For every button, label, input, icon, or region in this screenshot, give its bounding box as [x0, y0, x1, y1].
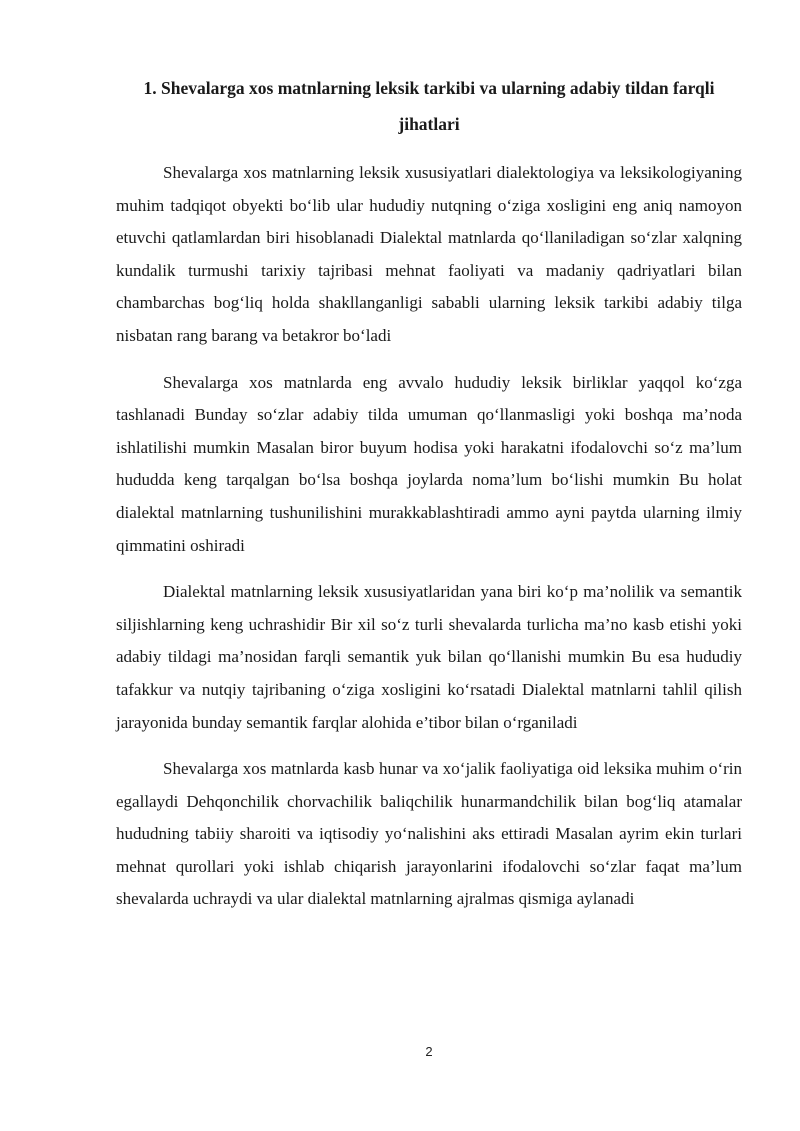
page-number: 2	[425, 1044, 433, 1059]
paragraph-1: Shevalarga xos matnlarning leksik xususiyatlari dialektologiya va leksikologiyaning muhim tadqiqot obyekti bo‘lib ular hududiy nutqning o‘ziga xosligini eng aniq namoyon etuvchi qatlamlardan biri hisoblanadi Dialektal matnlarda qo‘llaniladigan so‘zlar xalqning kundalik turmushi tarixiy tajribasi mehnat faoliyati va madaniy qadriyatlari bilan chambarchas bog‘liq holda shakllanganligi sababli ularning leksik tarkibi adabiy tilga nisbatan rang barang va betakror bo‘ladi	[116, 163, 742, 345]
section-title: 1. Shevalarga xos matnlarning leksik tarkibi va ularning adabiy tildan farqli jihatlari	[143, 78, 715, 134]
paragraph-4: Shevalarga xos matnlarda kasb hunar va xo‘jalik faoliyatiga oid leksika muhim o‘rin egallaydi Dehqonchilik chorvachilik baliqchilik hunarmandchilik bilan bog‘liq atamalar hududning tabiiy sharoiti va iqtisodiy yo‘nalishini aks ettiradi Masalan ayrim ekin turlari mehnat qurollari yoki ishlab chiqarish jarayonlarini ifodalovchi so‘zlar faqat ma’lum shevalarda uchraydi va ular dialektal matnlarning ajralmas qismiga aylanadi	[116, 759, 742, 909]
paragraph-2: Shevalarga xos matnlarda eng avvalo hududiy leksik birliklar yaqqol ko‘zga tashlanadi Bunday so‘zlar adabiy tilda umuman qo‘llanmasligi yoki boshqa ma’noda ishlatilishi mumkin Masalan biror buyum hodisa yoki harakatni ifodalovchi so‘z ma’lum hududda keng tarqalgan bo‘lsa boshqa joylarda noma’lum bo‘lishi mumkin Bu holat dialektal matnlarning tushunilishini murakkablashtiradi ammo ayni paytda ularning ilmiy qimmatini oshiradi	[116, 372, 742, 555]
paragraph-3: Dialektal matnlarning leksik xususiyatlaridan yana biri ko‘p ma’nolilik va semantik siljishlarning keng uchrashidir Bir xil so‘z turli shevalarda turlicha ma’no kasb etishi yoki adabiy tildagi ma’nosidan farqli semantik yuk bilan qo‘llanishi mumkin Bu esa hududiy tafakkur va nutqiy tajribaning o‘ziga xosligini ko‘rsatadi Dialektal matnlarni tahlil qilish jarayonida bunday semantik farqlar alohida e’tibor bilan o‘rganiladi	[116, 582, 742, 732]
